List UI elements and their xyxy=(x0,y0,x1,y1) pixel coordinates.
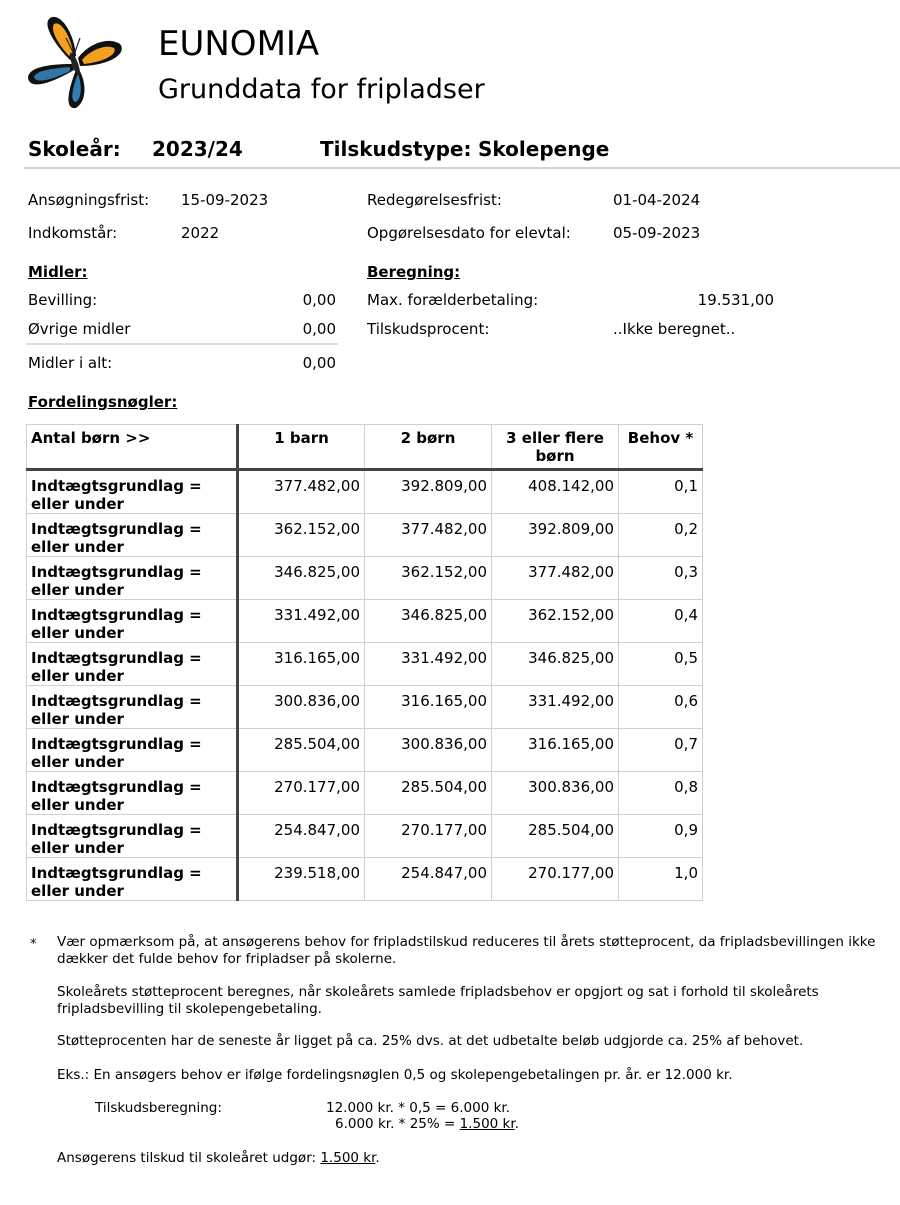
table-header-row xyxy=(27,425,703,470)
income-1-barn: 331.492,00 xyxy=(238,600,365,643)
tilskudstype-value: Skolepenge xyxy=(478,137,610,161)
row-label: Indtægtsgrundlag = eller under xyxy=(27,772,238,815)
income-2-born: 270.177,00 xyxy=(365,815,492,858)
note-paragraph: Skoleårets støtteprocent beregnes, når skoleårets samlede fripladsbehov er opgjort og sat i forhold til skoleårets fripladsbevilling til skolepengebetaling. xyxy=(57,984,819,1017)
butterfly-logo-icon xyxy=(24,14,126,112)
document-title: EUNOMIA xyxy=(158,24,320,64)
table-row xyxy=(27,557,703,600)
income-2-born: 346.825,00 xyxy=(365,600,492,643)
income-2-born: 285.504,00 xyxy=(365,772,492,815)
max-forelderbetaling-value: 19.531,00 xyxy=(697,291,774,309)
calc-line-2-prefix: 6.000 kr. * 25% = xyxy=(335,1116,460,1132)
row-label: Indtægtsgrundlag = eller under xyxy=(27,815,238,858)
table-row xyxy=(27,815,703,858)
skoleaar-label: Skoleår: xyxy=(28,137,121,161)
behov-value: 0,6 xyxy=(619,686,703,729)
indkomstaar-value: 2022 xyxy=(181,224,220,242)
calc-result: 1.500 kr xyxy=(459,1116,515,1132)
bevilling-label: Bevilling: xyxy=(28,291,98,309)
income-3-born: 300.836,00 xyxy=(492,772,619,815)
behov-value: 0,2 xyxy=(619,514,703,557)
column-header: Behov * xyxy=(619,425,703,470)
document-subtitle: Grunddata for fripladser xyxy=(158,74,485,105)
column-header: 2 børn xyxy=(365,425,492,470)
note-paragraph: Eks.: En ansøgers behov er ifølge fordelingsnøglen 0,5 og skolepengebetalingen pr. år. er 12.000 kr. xyxy=(57,1067,733,1083)
table-row xyxy=(27,729,703,772)
column-header: 1 barn xyxy=(238,425,365,470)
income-2-born: 392.809,00 xyxy=(365,470,492,514)
income-1-barn: 239.518,00 xyxy=(238,858,365,901)
opgorelsesdato-label: Opgørelsesdato for elevtal: xyxy=(367,224,571,242)
behov-value: 0,3 xyxy=(619,557,703,600)
column-header: 3 eller flere børn xyxy=(492,425,619,470)
income-3-born: 331.492,00 xyxy=(492,686,619,729)
income-1-barn: 254.847,00 xyxy=(238,815,365,858)
income-1-barn: 377.482,00 xyxy=(238,470,365,514)
calc-line-1: 12.000 kr. * 0,5 = 6.000 kr. xyxy=(326,1100,511,1116)
row-label: Indtægtsgrundlag = eller under xyxy=(27,686,238,729)
midler-heading: Midler: xyxy=(28,263,88,281)
behov-value: 0,9 xyxy=(619,815,703,858)
column-header: Antal børn >> xyxy=(27,425,238,470)
income-1-barn: 362.152,00 xyxy=(238,514,365,557)
income-1-barn: 346.825,00 xyxy=(238,557,365,600)
row-label: Indtægtsgrundlag = eller under xyxy=(27,858,238,901)
income-3-born: 362.152,00 xyxy=(492,600,619,643)
bevilling-value: 0,00 xyxy=(302,291,336,309)
income-2-born: 362.152,00 xyxy=(365,557,492,600)
behov-value: 0,1 xyxy=(619,470,703,514)
income-2-born: 254.847,00 xyxy=(365,858,492,901)
calc-label: Tilskudsberegning: xyxy=(95,1100,222,1116)
tilskudsprocent-label: Tilskudsprocent: xyxy=(367,320,490,338)
income-1-barn: 285.504,00 xyxy=(238,729,365,772)
header-divider xyxy=(24,167,900,169)
table-row xyxy=(27,686,703,729)
row-label: Indtægtsgrundlag = eller under xyxy=(27,470,238,514)
max-forelderbetaling-label: Max. forælderbetaling: xyxy=(367,291,539,309)
row-label: Indtægtsgrundlag = eller under xyxy=(27,557,238,600)
behov-value: 0,4 xyxy=(619,600,703,643)
income-3-born: 285.504,00 xyxy=(492,815,619,858)
table-row xyxy=(27,772,703,815)
income-2-born: 377.482,00 xyxy=(365,514,492,557)
final-amount: 1.500 kr xyxy=(320,1150,376,1166)
note-paragraph: Vær opmærksom på, at ansøgerens behov for fripladstilskud reduceres til årets støtteprocent, da fripladsbevillingen ikke dækker det fulde behov for fripladser på skolerne. xyxy=(57,934,876,967)
indkomstaar-label: Indkomstår: xyxy=(28,224,118,242)
midler-total-label: Midler i alt: xyxy=(28,354,113,372)
row-label: Indtægtsgrundlag = eller under xyxy=(27,643,238,686)
final-prefix: Ansøgerens tilskud til skoleåret udgør: xyxy=(57,1150,321,1166)
row-label: Indtægtsgrundlag = eller under xyxy=(27,600,238,643)
income-1-barn: 316.165,00 xyxy=(238,643,365,686)
ovrige-midler-label: Øvrige midler xyxy=(28,320,131,338)
behov-value: 0,8 xyxy=(619,772,703,815)
table-row xyxy=(27,858,703,901)
skoleaar-value: 2023/24 xyxy=(152,137,243,161)
beregning-heading: Beregning: xyxy=(367,263,461,281)
redegorelsesfrist-value: 01-04-2024 xyxy=(613,191,701,209)
behov-value: 0,7 xyxy=(619,729,703,772)
ovrige-midler-value: 0,00 xyxy=(302,320,336,338)
ansogningsfrist-value: 15-09-2023 xyxy=(181,191,269,209)
income-1-barn: 300.836,00 xyxy=(238,686,365,729)
tilskudstype-label: Tilskudstype: xyxy=(320,137,472,161)
calc-line-2-suffix: . xyxy=(514,1116,519,1132)
final-result-line xyxy=(57,1150,380,1166)
ansogningsfrist-label: Ansøgningsfrist: xyxy=(28,191,150,209)
midler-divider xyxy=(26,343,338,345)
income-3-born: 346.825,00 xyxy=(492,643,619,686)
tilskudsprocent-value: ..Ikke beregnet.. xyxy=(613,320,736,338)
fordeling-heading: Fordelingsnøgler: xyxy=(28,393,178,411)
note-paragraph: Støtteprocenten har de seneste år ligget på ca. 25% dvs. at det udbetalte beløb udgjorde ca. 25% af behovet. xyxy=(57,1033,804,1049)
income-3-born: 377.482,00 xyxy=(492,557,619,600)
income-3-born: 392.809,00 xyxy=(492,514,619,557)
income-1-barn: 270.177,00 xyxy=(238,772,365,815)
footnote-marker: * xyxy=(30,937,37,952)
opgorelsesdato-value: 05-09-2023 xyxy=(613,224,701,242)
table-row xyxy=(27,514,703,557)
income-2-born: 316.165,00 xyxy=(365,686,492,729)
table-row xyxy=(27,470,703,514)
income-3-born: 408.142,00 xyxy=(492,470,619,514)
fordeling-table xyxy=(26,424,703,901)
row-label: Indtægtsgrundlag = eller under xyxy=(27,514,238,557)
income-2-born: 300.836,00 xyxy=(365,729,492,772)
income-2-born: 331.492,00 xyxy=(365,643,492,686)
midler-total-value: 0,00 xyxy=(302,354,336,372)
final-suffix: . xyxy=(375,1150,380,1166)
redegorelsesfrist-label: Redegørelsesfrist: xyxy=(367,191,502,209)
calc-line-2 xyxy=(335,1116,519,1132)
table-row xyxy=(27,643,703,686)
income-3-born: 316.165,00 xyxy=(492,729,619,772)
table-row xyxy=(27,600,703,643)
behov-value: 0,5 xyxy=(619,643,703,686)
row-label: Indtægtsgrundlag = eller under xyxy=(27,729,238,772)
income-3-born: 270.177,00 xyxy=(492,858,619,901)
behov-value: 1,0 xyxy=(619,858,703,901)
